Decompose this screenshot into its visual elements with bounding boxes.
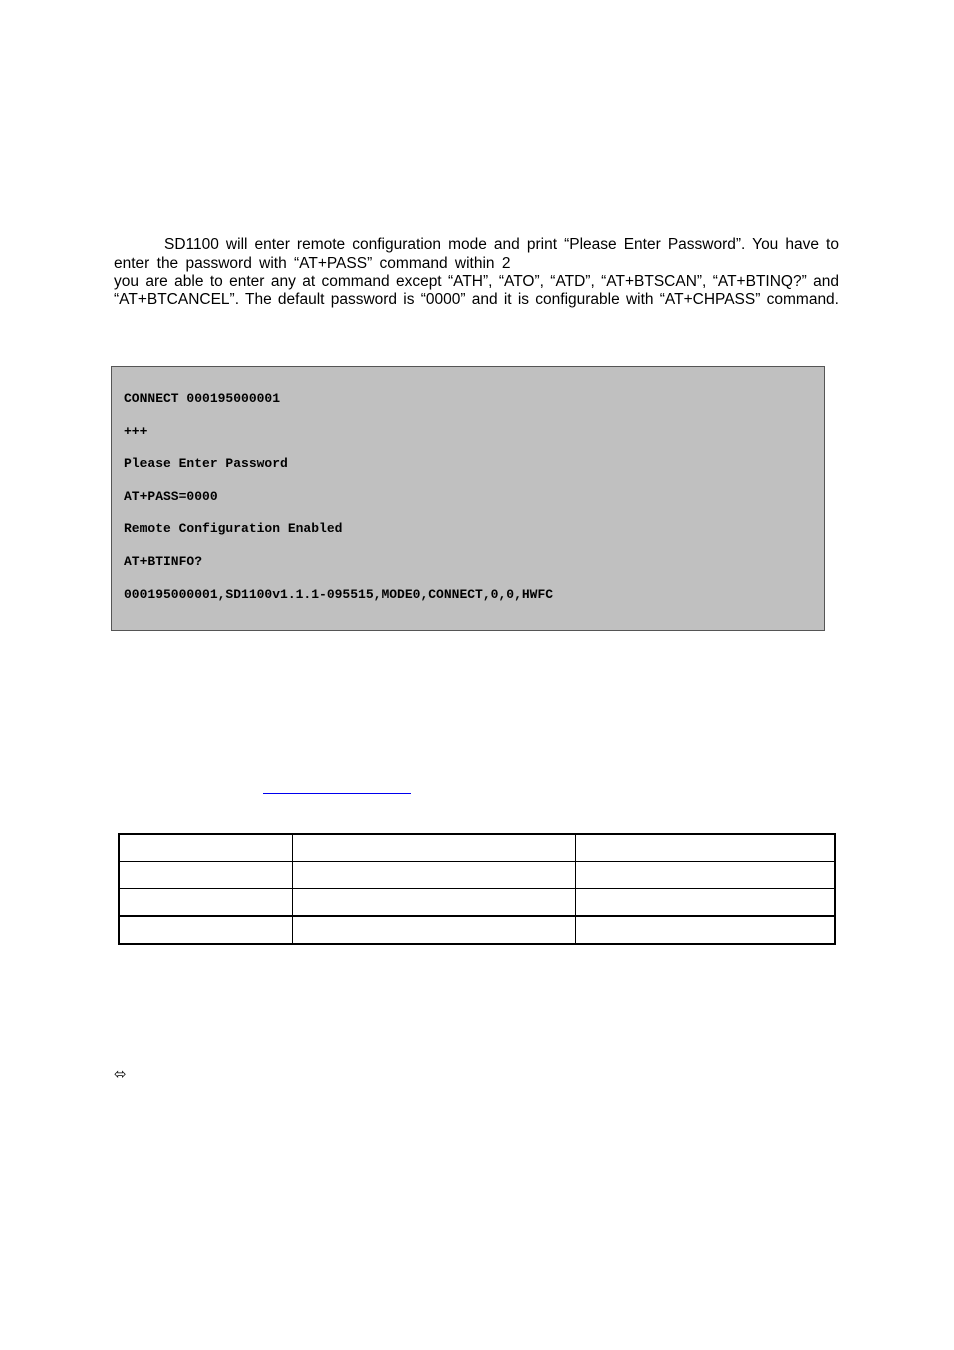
- hyperlink-underline[interactable]: [263, 793, 411, 794]
- table-row: [119, 834, 835, 862]
- empty-table: [118, 833, 836, 945]
- terminal-line: Please Enter Password: [124, 456, 288, 471]
- left-right-arrow-icon: ⬄: [114, 1065, 127, 1083]
- table-cell: [292, 834, 575, 862]
- table-cell: [292, 916, 575, 944]
- terminal-line: 000195000001,SD1100v1.1.1-095515,MODE0,CONNECT,0,0,HWFC: [124, 587, 554, 602]
- terminal-line: Remote Configuration Enabled: [124, 521, 343, 536]
- table-cell: [575, 862, 835, 889]
- table-row: [119, 916, 835, 944]
- intro-line-2: enter the password with “AT+PASS” command within 2: [114, 255, 511, 272]
- terminal-line: AT+PASS=0000: [124, 489, 218, 504]
- terminal-output-box: [111, 366, 825, 631]
- table-cell: [292, 889, 575, 917]
- table-cell: [575, 889, 835, 917]
- table-cell: [119, 889, 292, 917]
- table-row: [119, 862, 835, 889]
- table-cell: [119, 834, 292, 862]
- table-cell: [575, 834, 835, 862]
- table-cell: [292, 862, 575, 889]
- table-cell: [119, 862, 292, 889]
- intro-line-3: you are able to enter any at command except “ATH”, “ATO”, “ATD”, “AT+BTSCAN”, “AT+BTINQ?” and: [114, 273, 839, 290]
- intro-line-4: “AT+BTCANCEL”. The default password is “0000” and it is configurable with “AT+CHPASS” command.: [114, 291, 839, 308]
- terminal-line: +++: [124, 424, 148, 439]
- terminal-line: CONNECT 000195000001: [124, 391, 281, 406]
- terminal-line: AT+BTINFO?: [124, 554, 203, 569]
- table-cell: [575, 916, 835, 944]
- table-cell: [119, 916, 292, 944]
- intro-line-1: SD1100 will enter remote configuration mode and print “Please Enter Password”. You have to: [164, 236, 839, 253]
- table-row: [119, 889, 835, 917]
